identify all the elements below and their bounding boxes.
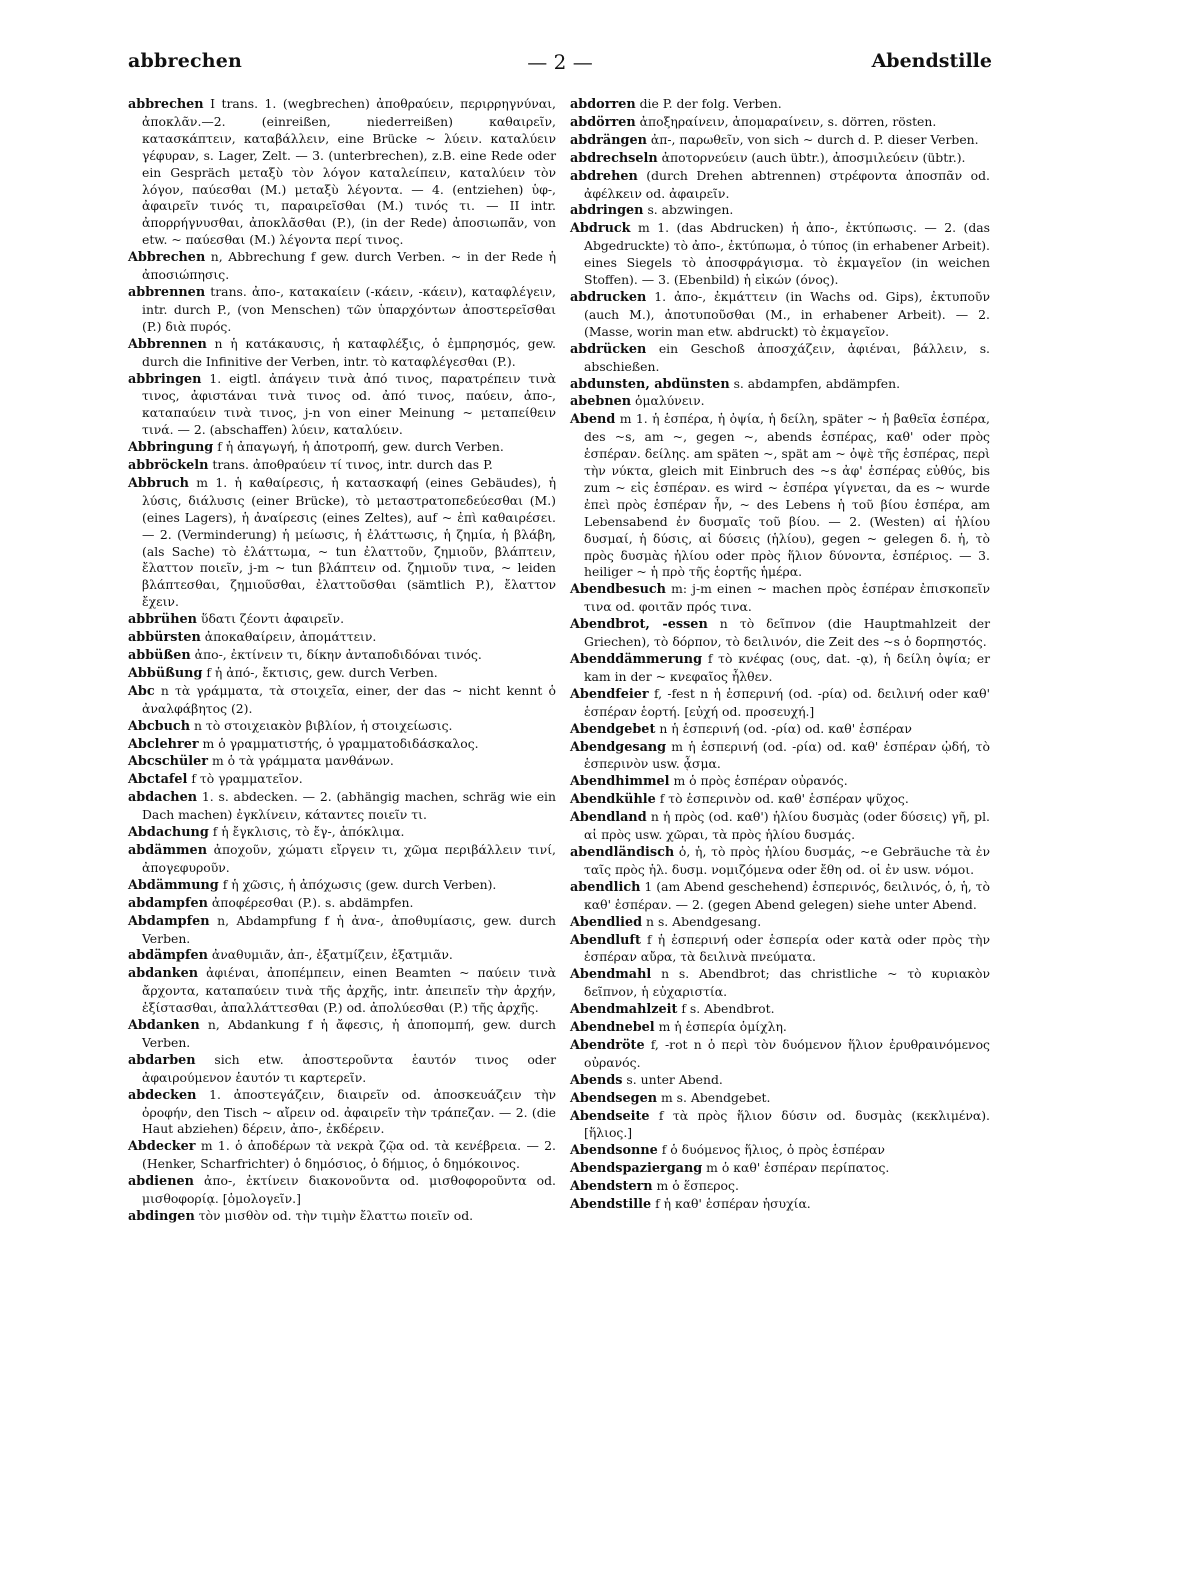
entry-headword: abendländisch xyxy=(570,844,675,860)
dictionary-entry xyxy=(570,1019,990,1037)
entry-definition: ἀπο-, ἐκτίνειν διακονοῦντα od. μισθοφοροῦντα od. μισθοφορίᾳ. [ὁμολογεῖν.] xyxy=(142,1173,556,1207)
entry-definition: f, -rot n ὁ περὶ τὸν δυόμενον ἥλιον ἐρυθραινόμενος οὐρανός. xyxy=(584,1036,990,1070)
entry-headword: abdecken xyxy=(128,1087,197,1103)
dictionary-entry xyxy=(570,914,990,932)
entry-definition: ὕδατι ζέοντι ἀφαιρεῖν. xyxy=(196,611,345,627)
entry-definition: ὁμαλύνειν. xyxy=(631,393,705,409)
entry-headword: abdrängen xyxy=(570,132,647,148)
entry-definition: ἀποτορνεύειν (auch übtr.), ἀποσμιλεύειν (übtr.). xyxy=(657,149,966,165)
dictionary-entry xyxy=(128,736,556,754)
entry-headword: Abendkühle xyxy=(570,792,656,808)
dictionary-entry xyxy=(128,371,556,440)
dictionary-entry xyxy=(128,629,556,647)
entry-headword: Abendspaziergang xyxy=(570,1161,703,1177)
dictionary-entry xyxy=(570,114,990,132)
running-head-right: Abendstille xyxy=(871,50,992,72)
entry-definition: n ἡ πρὸς (od. καθ') ἡλίου δυσμὰς (oder δύσεις) γῆ, pl. αἱ πρὸς usw. χῶραι, τὰ πρὸς ἡλίου δυσμάς. xyxy=(584,809,990,843)
entry-definition: f ὁ δυόμενος ἥλιος, ὁ πρὸς ἑσπέραν xyxy=(657,1142,885,1158)
running-head-left: abbrechen xyxy=(128,50,243,72)
dictionary-entry xyxy=(570,376,990,394)
entry-headword: Abendnebel xyxy=(570,1020,655,1036)
entry-headword: abbrühen xyxy=(128,612,197,628)
entry-headword: abdämpfen xyxy=(128,948,208,964)
entry-headword: Abendgesang xyxy=(570,739,667,755)
entry-headword: abbrechen xyxy=(128,97,204,112)
entry-definition: f s. Abendbrot. xyxy=(677,1001,775,1017)
dictionary-entry xyxy=(128,439,556,457)
entry-definition: ἀπ-, παρωθεῖν, von sich ~ durch d. P. dieser Verben. xyxy=(646,131,979,147)
entry-headword: abbrennen xyxy=(128,284,206,300)
entry-headword: abdämmen xyxy=(128,842,208,858)
entry-headword: Abendluft xyxy=(570,932,641,948)
entry-definition: f τὸ κνέφας (ους, dat. -ᾳ), ἡ δείλη ὀψία; er kam in der ~ κνεφαῖος ἦλθεν. xyxy=(584,651,990,684)
entry-headword: Abendlied xyxy=(570,914,643,930)
entry-headword: Abc xyxy=(128,683,155,699)
entry-headword: Abendsegen xyxy=(570,1090,658,1106)
dictionary-entry xyxy=(570,150,990,168)
dictionary-entry xyxy=(128,913,556,948)
entry-definition: m ὁ ἕσπερος. xyxy=(652,1178,739,1194)
entry-definition: f τὸ ἑσπερινὸν od. καθ' ἑσπέραν ψῦχος. xyxy=(655,791,909,807)
entry-headword: abebnen xyxy=(570,394,632,410)
dictionary-entry xyxy=(570,132,990,150)
entry-definition: n, Abbrechung f gew. durch Verben. ~ in der Rede ἡ ἀποσιώπησις. xyxy=(142,249,556,283)
entry-definition: ἀποχοῦν, χώματι εἴργειν τι, χῶμα περιβάλλειν τινί, ἀπογεφυροῦν. xyxy=(142,841,556,875)
entry-headword: Abdecker xyxy=(128,1139,196,1155)
entry-headword: Abdanken xyxy=(128,1018,200,1034)
entry-headword: Abcbuch xyxy=(128,718,191,734)
dictionary-entry xyxy=(570,809,990,844)
entry-definition: sich etw. ἀποστεροῦντα ἑαυτόν τινος oder ἀφαιρούμενον ἑαυτόν τι καρτερεῖν. xyxy=(142,1051,556,1085)
entry-headword: abdorren xyxy=(570,97,636,112)
dictionary-entry xyxy=(570,1001,990,1019)
entry-headword: Abendmahlzeit xyxy=(570,1002,678,1018)
entry-definition: m 1. ἡ καθαίρεσις, ἡ κατασκαφή (eines Gebäudes), ἡ λύσις, διάλυσις (einer Brücke), τὸ μεταστρατοπεδεύεσθαι (M.) (eines Lagers), ἡ ἀναίρεσις (eines Zeltes), auf ~ ἐπὶ καθαιρέσει. — 2. (Verminderung) ἡ μείωσις, ἡ ἐλάττωσις, ἡ ζημία, ἡ βλάβη, (als Sache) τὸ ἐλάττωμα, ~ tun ἐλαττοῦν, ζημιοῦν, βλάπτειν, ἔλαττον ποιεῖν, j-m ~ tun βλάπτειν od. ζημιοῦν τινα, ~ leiden βλάπτεσθαι, ζημιοῦσθαι, ἐλαττοῦσθαι (sämtlich P.), ἔλαττον ἔχειν. xyxy=(142,474,556,610)
entry-headword: abdingen xyxy=(128,1209,195,1224)
entry-definition: f ἡ χῶσις, ἡ ἀπόχωσις (gew. durch Verben). xyxy=(218,876,497,892)
entry-headword: Abbrechen xyxy=(128,250,206,266)
entry-headword: abdrücken xyxy=(570,341,647,357)
dictionary-entry xyxy=(128,665,556,683)
entry-headword: abdampfen xyxy=(128,895,208,911)
dictionary-entry xyxy=(128,475,556,611)
entry-definition: m ἡ ἑσπερία ὁμίχλη. xyxy=(654,1019,787,1035)
dictionary-entry xyxy=(128,895,556,913)
entry-headword: Abclehrer xyxy=(128,736,199,752)
entry-definition: m ὁ τὰ γράμματα μανθάνων. xyxy=(208,753,394,769)
entry-headword: Abendmahl xyxy=(570,967,652,983)
entry-headword: Abends xyxy=(570,1072,623,1088)
dictionary-entry xyxy=(128,824,556,842)
entry-definition: τὸν μισθὸν od. τὴν τιμὴν ἔλαττω ποιεῖν od. xyxy=(194,1208,474,1223)
entry-headword: Abenddämmerung xyxy=(570,652,703,667)
entry-headword: abdörren xyxy=(570,114,636,130)
dictionary-entry xyxy=(570,1072,990,1090)
entry-headword: Abendfeier xyxy=(570,686,649,702)
dictionary-entry xyxy=(570,1037,990,1072)
entry-headword: Abendsonne xyxy=(570,1143,658,1159)
dictionary-entry xyxy=(128,457,556,475)
dictionary-entry xyxy=(128,611,556,629)
entry-definition: f, -fest n ἡ ἑσπερινή (od. -ρία) od. δειλινή oder καθ' ἑσπέραν ἑορτή. [εὐχή od. προσευχή.] xyxy=(584,685,990,719)
dictionary-entry xyxy=(570,411,990,581)
dictionary-entry xyxy=(128,718,556,736)
dictionary-entry xyxy=(570,1178,990,1196)
entry-headword: Abendseite xyxy=(570,1108,650,1124)
entry-headword: abbröckeln xyxy=(128,458,209,474)
entry-headword: abendlich xyxy=(570,879,641,895)
entry-headword: abdrechseln xyxy=(570,150,658,166)
entry-definition: ἀναθυμιᾶν, ἀπ-, ἐξατμίζειν, ἐξατμιᾶν. xyxy=(207,947,453,963)
entry-headword: Abdachung xyxy=(128,825,209,841)
entry-definition: trans. ἀποθραύειν τί τινος, intr. durch das P. xyxy=(208,457,493,473)
entry-definition: trans. ἀπο-, κατακαίειν (-κάειν, -κάειν), καταφλέγειν, intr. durch P., (von Menschen) τῶν ὑπαρχόντων ἀποστερεῖσθαι (P.) διὰ πυρός. xyxy=(142,283,556,334)
dictionary-entry xyxy=(570,393,990,411)
entry-headword: Abcschüler xyxy=(128,754,209,770)
entry-definition: n τὸ στοιχειακὸν βιβλίον, ἡ στοιχείωσις. xyxy=(190,717,453,733)
dictionary-entry xyxy=(570,1090,990,1108)
entry-definition: ein Geschoß ἀποσχάζειν, ἀφιέναι, βάλλειν, s. abschießen. xyxy=(584,340,990,374)
dictionary-entry xyxy=(570,96,990,114)
dictionary-entry xyxy=(128,96,556,249)
dictionary-entry xyxy=(128,947,556,965)
entry-headword: Abendstille xyxy=(570,1197,652,1213)
entry-definition: 1. eigtl. ἀπάγειν τινὰ ἀπό τινος, παρατρέπειν τινὰ τινος, ἀφιστάναι τινὰ τινος od. ἀπό τινος, παύειν, ἀπο-, καταπαύειν τινὰ τινος, j-n von einer Meinung ~ μεταπείθειν τινά. — 2. (abschaffen) λύειν, καταλύειν. xyxy=(142,370,556,438)
entry-definition: s. unter Abend. xyxy=(622,1071,723,1087)
entry-definition: 1. ἀπο-, ἐκμάττειν (in Wachs od. Gips), ἐκτυποῦν (auch M.), ἀποτυποῦσθαι (M., in erhabener Arbeit). — 2. (Masse, worin man etw. abdruckt) τὸ ἐκμαγεῖον. xyxy=(584,288,990,339)
entry-headword: Abendgebet xyxy=(570,721,656,737)
entry-definition: ἀποκαθαίρειν, ἀπομάττειν. xyxy=(200,629,377,645)
dictionary-entry xyxy=(570,1160,990,1178)
entry-definition: m ὁ γραμματιστής, ὁ γραμματοδιδάσκαλος. xyxy=(198,735,479,751)
dictionary-entry xyxy=(128,1173,556,1208)
entry-headword: Abbrennen xyxy=(128,336,207,352)
entry-definition: n ἡ ἑσπερινή (od. -ρία) od. καθ' ἑσπέραν xyxy=(655,720,912,736)
entry-headword: Abendstern xyxy=(570,1179,653,1195)
entry-headword: abdienen xyxy=(128,1174,194,1190)
entry-definition: m 1. ὁ ἀποδέρων τὰ νεκρὰ ζῷα od. τὰ κενέβρεια. — 2. (Henker, Scharfrichter) ὁ δημόσιος, ὁ δήμιος, ὁ δημόκοινος. xyxy=(142,1138,556,1172)
dictionary-entry xyxy=(570,220,990,289)
entry-headword: Abdampfen xyxy=(128,913,210,929)
entry-headword: abdrucken xyxy=(570,289,647,305)
entry-definition: I trans. 1. (wegbrechen) ἀποθραύειν, περιρρηγνύναι, ἀποκλᾶν.—2. (einreißen, niederreißen) καθαιρεῖν, κατασκάπτειν, καταβάλλειν, eine Brücke ~ λύειν. καταλύειν γέφυραν, s. Lager, Zelt. — 3. (unterbrechen), z.B. eine Rede oder ein Gespräch μεταξὺ τὸν λόγον καταλείπειν, καταλύειν τὸν λόγον, παύεσθαι (M.) μεταξὺ λέγοντα. — 4. (entziehen) ὑφ-, ἀφαιρεῖν τινός τι, παραιρεῖσθαι (M.) τινός τι. — II intr. ἀπορρήγνυσθαι, ἀποκλᾶσθαι (P.), (in der Rede) ἀποσιωπᾶν, von etw. ~ παύεσθαι (M.) λέγοντα περί τινος. xyxy=(142,96,556,248)
entry-definition: s. abzwingen. xyxy=(643,202,734,218)
entry-headword: abdanken xyxy=(128,966,199,982)
entry-headword: Abendröte xyxy=(570,1037,645,1053)
entry-definition: m ὁ καθ' ἑσπέραν περίπατος. xyxy=(702,1160,890,1176)
dictionary-entry xyxy=(570,289,990,341)
entry-headword: abbürsten xyxy=(128,630,201,646)
dictionary-entry xyxy=(570,581,990,616)
dictionary-entry xyxy=(570,879,990,914)
right-column xyxy=(570,96,990,1214)
entry-definition: n τὸ δεῖπνον (die Hauptmahlzeit der Griechen), τὸ δόρπον, τὸ δειλινόν, die Zeit des ~s ὁ δορπηστός. xyxy=(584,616,991,650)
entry-headword: Abbüßung xyxy=(128,665,203,681)
entry-definition: f ἡ καθ' ἑσπέραν ἡσυχία. xyxy=(651,1196,811,1212)
entry-headword: Abdruck xyxy=(570,221,631,237)
dictionary-entry xyxy=(128,771,556,789)
entry-definition: ὁ, ἡ, τὸ πρὸς ἡλίου δυσμάς, ~e Gebräuche τὰ ἐν ταῖς πρὸς ἡλ. δυσμ. νομιζόμενα oder ἔθη od. οἱ ἐν usw. νόμοι. xyxy=(584,843,990,877)
entry-definition: ἀποφέρεσθαι (P.). s. abdämpfen. xyxy=(207,894,414,910)
dictionary-entry xyxy=(128,1138,556,1173)
entry-headword: abdunsten, abdünsten xyxy=(570,376,730,392)
dictionary-entry xyxy=(570,932,990,967)
entry-definition: m 1. (das Abdrucken) ἡ ἀπο-, ἐκτύπωσις. — 2. (das Abgedruckte) τὸ ἀπο-, ἐκτύπωμα, ὁ τύπος (in erhabener Arbeit). eines Siegels τὸ ἀποσφράγισμα. τὸ ἐκμαγεῖον (in weichen Stoffen). — 3. (Ebenbild) ἡ εἰκών (όνος). xyxy=(584,220,990,288)
entry-definition: ἀπο-, ἐκτίνειν τι, δίκην ἀνταποδιδόναι τινός. xyxy=(190,647,482,662)
entry-definition: 1. s. abdecken. — 2. (abhängig machen, schräg wie ein Dach machen) ἐγκλίνειν, κάταντες ποιεῖν τι. xyxy=(142,789,556,823)
entry-definition: f ἡ ἔγκλισις, τὸ ἔγ-, ἀπόκλιμα. xyxy=(208,824,405,840)
dictionary-entry xyxy=(128,753,556,771)
dictionary-entry xyxy=(128,336,556,371)
dictionary-entry xyxy=(570,168,990,203)
entry-headword: Abdämmung xyxy=(128,877,219,893)
entry-headword: Abctafel xyxy=(128,772,188,788)
entry-definition: f τὸ γραμματεῖον. xyxy=(187,771,303,787)
dictionary-entry xyxy=(570,202,990,220)
dictionary-entry xyxy=(128,647,556,665)
entry-headword: abdarben xyxy=(128,1052,196,1068)
dictionary-entry xyxy=(570,651,990,686)
dictionary-entry xyxy=(570,721,990,739)
dictionary-entry xyxy=(128,965,556,1017)
entry-definition: m ὁ πρὸς ἑσπέραν οὐρανός. xyxy=(669,773,848,789)
dictionary-entry xyxy=(570,341,990,376)
page-number: — 2 — xyxy=(527,50,593,74)
entry-definition: 1. ἀποστεγάζειν, διαιρεῖν od. ἀποσκευάζειν τὴν ὀροφήν, den Tisch ~ αἴρειν od. ἀφαιρεῖν τὴν τράπεζαν. — 2. (die Haut abziehen) δέρειν, ἀπο-, ἐκδέρειν. xyxy=(142,1086,556,1137)
entry-definition: n s. Abendgesang. xyxy=(642,913,762,929)
dictionary-entry xyxy=(128,1052,556,1087)
entry-definition: m: j-m einen ~ machen πρὸς ἑσπέραν ἐπισκοπεῖν τινα od. φοιτᾶν πρός τινα. xyxy=(584,581,990,615)
left-column xyxy=(128,96,556,1226)
dictionary-entry xyxy=(570,773,990,791)
entry-definition: n τὰ γράμματα, τὰ στοιχεῖα, einer, der das ~ nicht kennt ὁ ἀναλφάβητος (2). xyxy=(142,682,556,716)
entry-headword: abbringen xyxy=(128,371,202,387)
entry-definition: ἀποξηραίνειν, ἀπομαραίνειν, s. dörren, rösten. xyxy=(635,113,937,129)
dictionary-entry xyxy=(570,1108,990,1143)
entry-headword: Abbruch xyxy=(128,475,189,491)
entry-definition: m ἡ ἑσπερινή (od. -ρία) od. καθ' ἑσπέραν ᾠδή, τὸ ἑσπερινὸν usw. ᾆσμα. xyxy=(584,738,990,772)
entry-definition: 1 (am Abend geschehend) ἑσπερινός, δειλινός, ὁ, ἡ, τὸ καθ' ἑσπέραν. — 2. (gegen Abend gelegen) siehe unter Abend. xyxy=(584,878,990,912)
entry-headword: abbüßen xyxy=(128,648,191,663)
entry-definition: n ἡ κατάκαυσις, ἡ καταφλέξις, ὁ ἐμπρησμός, gew. durch die Infinitive der Verben, intr. τὸ καταφλέγεσθαι (P.). xyxy=(142,335,556,369)
dictionary-entry xyxy=(128,789,556,824)
entry-headword: abdrehen xyxy=(570,168,638,184)
entry-definition: n, Abdankung f ἡ ἄφεσις, ἡ ἀποπομπή, gew. durch Verben. xyxy=(142,1017,556,1050)
entry-headword: Abendbrot, -essen xyxy=(570,617,708,633)
entry-definition: m 1. ἡ ἑσπέρα, ἡ ὀψία, ἡ δείλη, später ~ ἡ βαθεῖα ἑσπέρα, des ~s, am ~, gegen ~, abends ἑσπέρας, καθ' oder πρὸς ἑσπέραν. δείλης. am späten ~, spät am ~ ὀψὲ τῆς ἑσπέρας, περὶ τὴν νύκτα, gleich mit Einbruch des ~s ἀφ' ἑσπέρας εὐθύς, bis zum ~ εἰς ἑσπέραν. es wird ~ ἑσπέρα γίγνεται, da es ~ wurde ἐπεὶ πρὸς ἑσπέραν ἦν, ~ des Lebens ἡ τοῦ βίου ἑσπέρα, am Lebensabend ἐν δυσμαῖς τοῦ βίου. — 2. (Westen) αἱ ἡλίου δυσμαί, ἡ δύσις, αἱ δύσεις (ἡλίου), gegen ~ gelegen δ. ἡ, τὸ πρὸς δυσμὰς ἡλίου oder πρὸς ἥλιον δύνοντα, ἑσπέριος. — 3. heiliger ~ ἡ πρὸ τῆς ἑορτῆς ἡμέρα. xyxy=(584,411,990,580)
entry-headword: abdringen xyxy=(570,203,644,219)
entry-definition: s. abdampfen, abdämpfen. xyxy=(729,375,901,391)
entry-headword: abdachen xyxy=(128,790,198,806)
entry-definition: ἀφιέναι, ἀποπέμπειν, einen Beamten ~ παύειν τινὰ ἄρχοντα, καταπαύειν τινὰ τῆς ἀρχῆς, intr. ἀπειπεῖν τὴν ἀρχήν, ἐξίστασθαι, ἀπαλλάττεσθαι (P.) od. ἀπολύεσθαι (P.) τῆς ἀρχῆς. xyxy=(142,965,556,1016)
entry-definition: (durch Drehen abtrennen) στρέφοντα ἀποσπᾶν od. ἀφέλκειν od. ἀφαιρεῖν. xyxy=(584,167,990,201)
entry-definition: f τὰ πρὸς ἥλιον δύσιν od. δυσμὰς (κεκλιμένα). [ἥλιος.] xyxy=(584,1107,990,1141)
dictionary-entry xyxy=(128,683,556,718)
dictionary-entry xyxy=(570,739,990,774)
entry-definition: f ἡ ἀπαγωγή, ἡ ἀποτροπή, gew. durch Verben. xyxy=(213,439,504,455)
entry-headword: Abend xyxy=(570,412,616,428)
entry-definition: n s. Abendbrot; das christliche ~ τὸ κυριακὸν δεῖπνον, ἡ εὐχαριστία. xyxy=(584,966,990,1000)
entry-headword: Abbringung xyxy=(128,440,214,456)
dictionary-entry xyxy=(570,966,990,1001)
dictionary-entry xyxy=(128,1208,556,1226)
dictionary-entry xyxy=(570,1196,990,1214)
entry-definition: f ἡ ἀπό-, ἔκτισις, gew. durch Verben. xyxy=(202,664,438,680)
entry-definition: m s. Abendgebet. xyxy=(657,1089,771,1105)
dictionary-entry xyxy=(128,842,556,877)
dictionary-entry xyxy=(128,877,556,895)
entry-headword: Abendland xyxy=(570,810,647,826)
dictionary-entry xyxy=(128,249,556,284)
dictionary-entry xyxy=(128,284,556,336)
entry-definition: n, Abdampfung f ἡ ἀνα-, ἀποθυμίασις, gew. durch Verben. xyxy=(142,912,556,946)
dictionary-entry xyxy=(570,1142,990,1160)
dictionary-entry xyxy=(570,844,990,879)
entry-headword: Abendbesuch xyxy=(570,582,666,598)
entry-headword: Abendhimmel xyxy=(570,774,670,790)
entry-definition: f ἡ ἑσπερινή oder ἑσπερία oder κατὰ oder πρὸς τὴν ἑσπέραν αὔρα, τὰ δειλινὰ πνεύματα. xyxy=(584,931,990,965)
dictionary-entry xyxy=(570,791,990,809)
entry-definition: die P. der folg. Verben. xyxy=(635,96,782,111)
page-header xyxy=(128,50,992,80)
dictionary-entry xyxy=(128,1087,556,1139)
dictionary-entry xyxy=(570,616,990,651)
dictionary-entry xyxy=(128,1017,556,1052)
dictionary-entry xyxy=(570,686,990,721)
